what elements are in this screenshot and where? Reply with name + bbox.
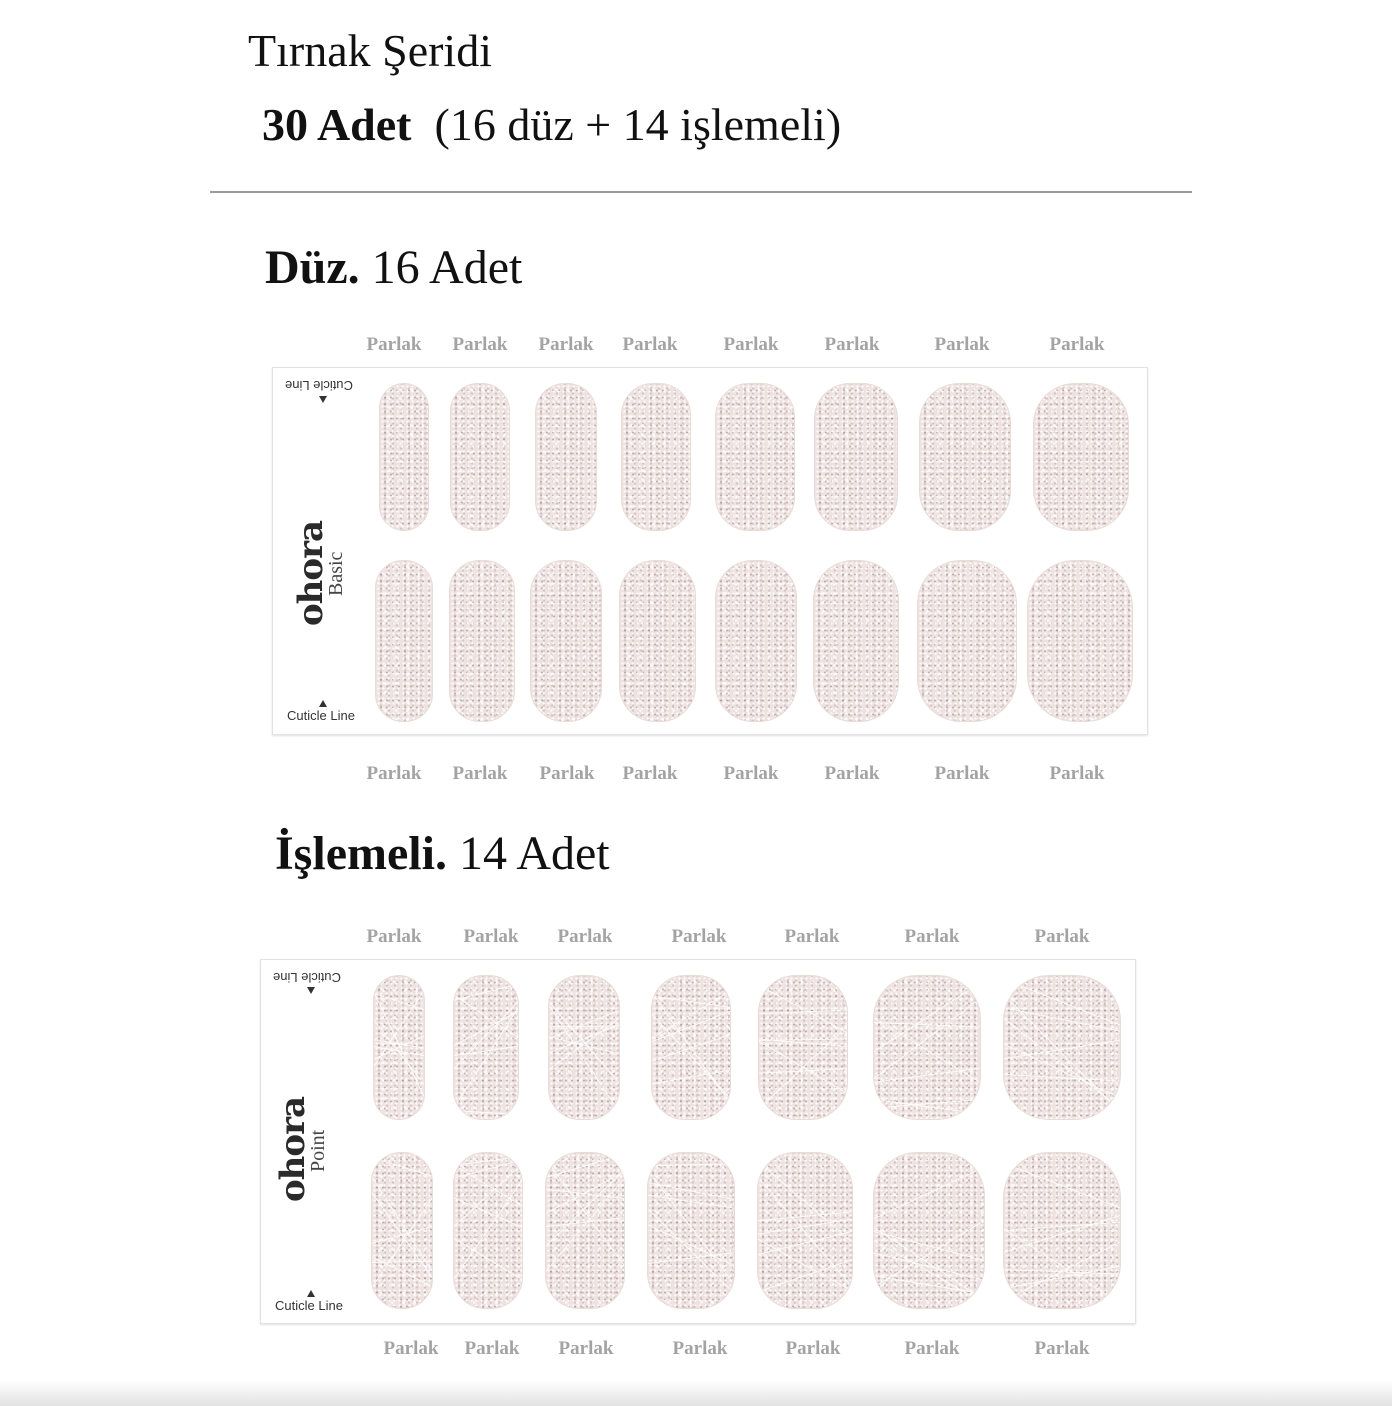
finish-label: Parlak [904,1338,960,1359]
finish-label: Parlak [824,763,880,784]
finish-label: Parlak [452,763,508,784]
glitter-nail-sticker [1033,383,1129,531]
glitter-nail-sticker [621,383,691,531]
silver-line [874,1068,980,1083]
finish-label: Parlak [366,763,422,784]
cuticle-arrow-down-icon [319,396,327,403]
divider [210,191,1192,193]
finish-label: Parlak [463,926,519,947]
finish-label: Parlak [723,334,779,355]
silver-line [648,1223,734,1268]
silver-line [374,987,424,1070]
patterned-nail-sticker [757,1152,853,1309]
finish-label: Parlak [538,334,594,355]
silver-line [759,1010,847,1014]
finish-label: Parlak [464,1338,520,1359]
silver-line [454,1110,518,1114]
silver-line [454,1236,522,1282]
silver-line [1004,989,1120,1118]
silver-line [372,1157,432,1177]
silver-line-pattern [1004,1153,1120,1308]
section-plain-heading [265,240,522,296]
finish-label: Parlak [558,1338,614,1359]
silver-line [874,1099,980,1109]
glitter-nail-sticker [449,560,515,722]
silver-line [874,1275,984,1295]
finish-label: Parlak [671,926,727,947]
patterned-nail-sticker [453,1152,523,1309]
glitter-nail-sticker [917,560,1017,722]
brand-line-basic: Basic [325,551,347,596]
patterned-nail-sticker [548,975,620,1120]
silver-line [758,1158,852,1246]
silver-line [1004,1161,1120,1210]
page-subtitle [262,98,841,152]
silver-line [874,995,980,1082]
cuticle-arrow-up-icon [319,700,327,707]
silver-line-pattern [874,1153,984,1308]
silver-line [372,1172,432,1276]
silver-line [874,1217,984,1290]
silver-line [874,1165,984,1222]
patterned-nail-sticker [1003,1152,1121,1309]
section-plain-count: 16 Adet [371,241,523,294]
silver-line [1004,1265,1120,1290]
silver-line [454,1156,522,1165]
silver-line [546,1189,624,1199]
glitter-nail-sticker [535,383,597,531]
silver-line-pattern [1004,976,1120,1119]
silver-line [372,1255,432,1287]
finish-label: Parlak [539,763,595,784]
brand-line-point: Point [307,1129,329,1172]
patterned-nail-sticker [651,975,731,1120]
glitter-nail-sticker [814,383,898,531]
silver-line [454,1003,518,1113]
nail-sheet-point [260,959,1136,1324]
finish-label: Parlak [366,334,422,355]
silver-line [454,1163,522,1208]
silver-line [454,1196,522,1228]
patterned-nail-sticker [873,975,981,1120]
patterned-nail-sticker [758,975,848,1120]
silver-line [454,1046,518,1056]
silver-line [652,1033,730,1062]
silver-line [1004,1269,1120,1274]
silver-line [758,1211,852,1221]
finish-label: Parlak [452,334,508,355]
silver-line [652,989,730,1041]
patterned-nail-sticker [1003,975,1121,1120]
silver-line [1004,1225,1120,1306]
section-pattern-heading [275,826,610,882]
brand-logo: ohora [273,1096,313,1202]
silver-line [758,1237,852,1294]
cuticle-line-label-top: Cuticle Line [285,378,353,393]
glitter-nail-sticker [619,560,696,722]
silver-line-pattern [454,1153,522,1308]
silver-line [648,1205,734,1297]
glitter-nail-sticker [450,383,510,531]
silver-line-pattern [374,976,424,1119]
patterned-nail-sticker [453,975,519,1120]
cuticle-line-label-bottom: Cuticle Line [275,1298,343,1313]
silver-line [1004,1014,1120,1113]
finish-label: Parlak [1049,763,1105,784]
silver-line [652,1010,730,1102]
finish-label: Parlak [1034,1338,1090,1359]
finish-label: Parlak [785,1338,841,1359]
silver-line [374,1017,424,1088]
finish-label: Parlak [622,334,678,355]
silver-line [758,1230,852,1255]
silver-line [549,1000,619,1117]
silver-line [759,1069,847,1074]
silver-line [454,1159,522,1179]
finish-label: Parlak [723,763,779,784]
silver-line [549,998,619,1087]
silver-line [1004,1074,1120,1081]
silver-line [454,1176,522,1284]
glitter-nail-sticker [379,383,429,531]
cuticle-line-label-bottom: Cuticle Line [287,708,355,723]
finish-label: Parlak [784,926,840,947]
section-plain-label: Düz. [265,241,360,294]
silver-line [652,995,730,1008]
silver-line [648,1164,734,1166]
glitter-nail-sticker [813,560,899,722]
silver-line [374,987,424,1101]
finish-label: Parlak [622,763,678,784]
glitter-nail-sticker [715,560,797,722]
brand-block-basic [291,506,351,626]
silver-line [874,1237,984,1306]
finish-label: Parlak [824,334,880,355]
silver-line [874,979,980,1055]
silver-line [1004,1041,1120,1100]
cuticle-arrow-up-icon [307,1290,315,1297]
finish-label: Parlak [934,763,990,784]
glitter-nail-sticker [715,383,795,531]
silver-line [759,1039,847,1041]
silver-line [648,1165,734,1290]
silver-line [372,1194,432,1292]
silver-line [1004,1214,1120,1254]
silver-line [1004,1039,1120,1060]
silver-line [454,999,518,1073]
silver-line [758,1258,852,1293]
silver-line [372,1189,432,1282]
finish-label: Parlak [904,926,960,947]
page-title: Tırnak Şeridi [248,25,492,76]
silver-line-pattern [549,976,619,1119]
glitter-nail-sticker [1027,560,1133,722]
silver-line [759,983,847,1035]
finish-label: Parlak [1049,334,1105,355]
silver-line [1004,1007,1120,1033]
brand-logo: ohora [291,520,331,626]
patterned-nail-sticker [647,1152,735,1309]
patterned-nail-sticker [373,975,425,1120]
patterned-nail-sticker [545,1152,625,1309]
brand-block-point [273,1082,333,1202]
silver-line-pattern [648,1153,734,1308]
glitter-nail-sticker [375,560,433,722]
silver-line [546,1154,624,1270]
silver-line [549,1023,619,1054]
subtitle-count: 30 Adet [262,99,412,150]
patterned-nail-sticker [873,1152,985,1309]
silver-line [546,1217,624,1227]
section-pattern-label: İşlemeli. [275,827,447,880]
silver-line [454,1010,518,1048]
finish-label: Parlak [557,926,613,947]
glitter-nail-sticker [530,560,602,722]
silver-line [546,1166,624,1249]
silver-line [1004,1222,1120,1231]
silver-line [874,1022,980,1027]
cuticle-arrow-down-icon [307,987,315,994]
cuticle-line-label-top: Cuticle Line [273,970,341,985]
silver-line-pattern [874,976,980,1119]
silver-line [652,1069,730,1084]
nail-sheet-basic [272,367,1148,735]
finish-label: Parlak [366,926,422,947]
silver-line-pattern [758,1153,852,1308]
silver-line [759,1039,847,1096]
silver-line-pattern [759,976,847,1119]
subtitle-breakdown: (16 düz + 14 işlemeli) [434,99,842,150]
silver-line-pattern [546,1153,624,1308]
silver-line-pattern [454,976,518,1119]
silver-line [454,983,518,1001]
finish-label: Parlak [383,1338,439,1359]
finish-label: Parlak [672,1338,728,1359]
section-pattern-count: 14 Adet [458,827,610,880]
silver-line-pattern [372,1153,432,1308]
silver-line [648,1252,734,1264]
bottom-shade [0,1380,1392,1406]
glitter-nail-sticker [919,383,1011,531]
finish-label: Parlak [934,334,990,355]
patterned-nail-sticker [371,1152,433,1309]
finish-label: Parlak [1034,926,1090,947]
silver-line-pattern [652,976,730,1119]
